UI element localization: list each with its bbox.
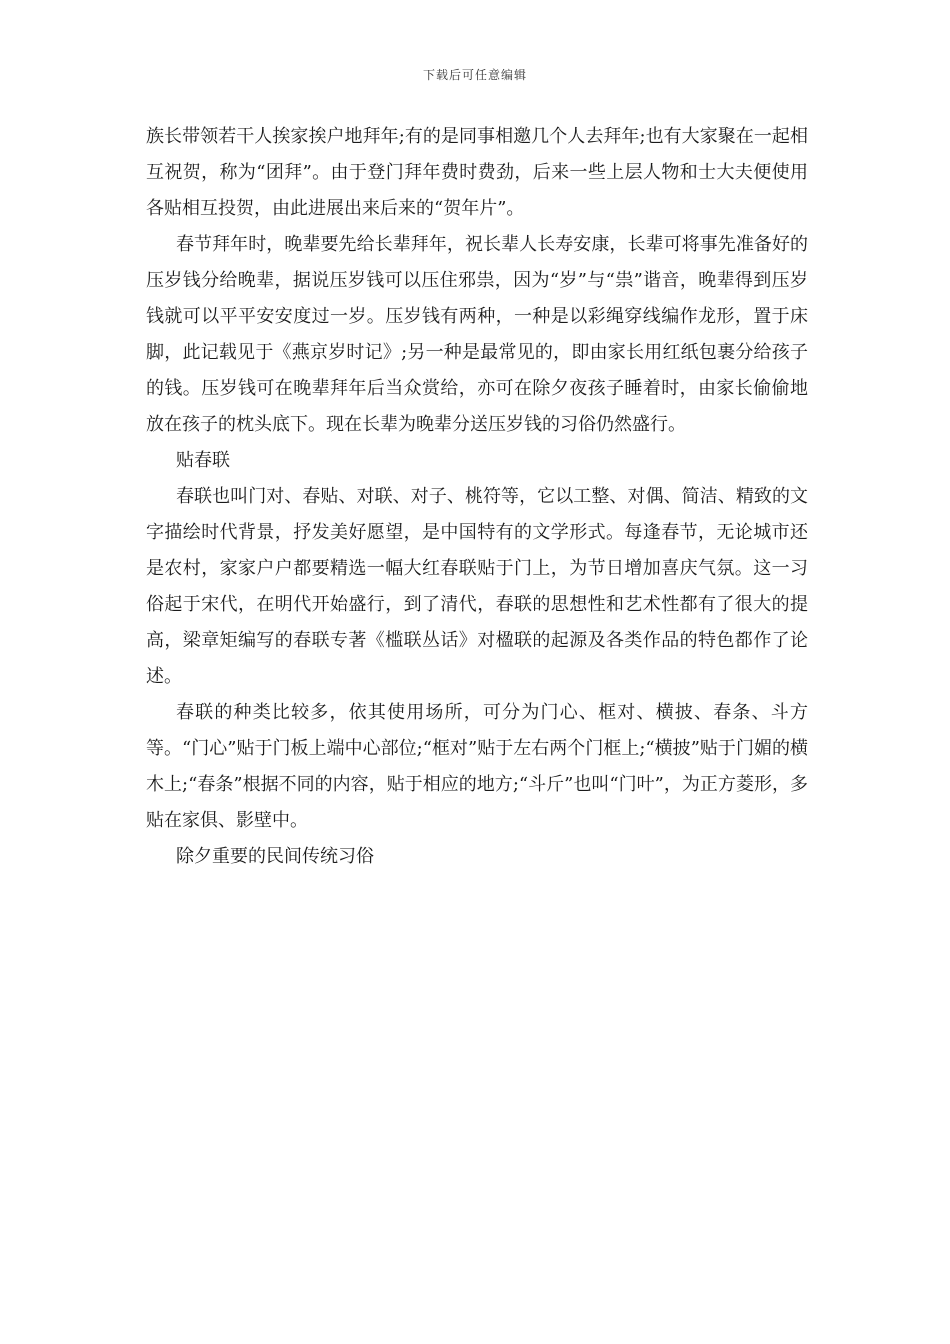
paragraph-continuation: 族长带领若干人挨家挨户地拜年;有的是同事相邀几个人去拜年;也有大家聚在一起相互祝贺，称为“团拜”。由于登门拜年费时费劲，后来一些上层人物和士大夫便使用各贴相互投贺，由此进展出来后来的“贺年片”。 <box>146 126 808 219</box>
section-heading-new-year-eve: 除夕重要的民间传统习俗 <box>176 846 374 867</box>
section-heading-couplets: 贴春联 <box>176 450 230 471</box>
paragraph-couplet-types: 春联的种类比较多，依其使用场所，可分为门心、框对、横披、春条、斗方等。“门心”贴于门板上端中心部位;“框对”贴于左右两个门框上;“横披”贴于门媚的横木上;“春条”根据不同的内容，贴于相应的地方;“斗斤”也叫“门叶”，为正方菱形，多贴在家俱、影壁中。 <box>146 702 808 831</box>
document-body <box>146 119 808 875</box>
page-header: 下载后可任意编辑 <box>422 68 527 82</box>
paragraph-lucky-money: 春节拜年时，晚辈要先给长辈拜年，祝长辈人长寿安康，长辈可将事先准备好的压岁钱分给晚辈，据说压岁钱可以压住邪祟，因为“岁”与“祟”谐音，晚辈得到压岁钱就可以平平安安度过一岁。压岁钱有两种，一种是以彩绳穿线编作龙形，置于床脚，此记载见于《燕京岁时记》;另一种是最常见的，即由家长用红纸包裹分给孩子的钱。压岁钱可在晚辈拜年后当众赏给，亦可在除夕夜孩子睡着时，由家长偷偷地放在孩子的枕头底下。现在长辈为晚辈分送压岁钱的习俗仍然盛行。 <box>146 234 808 435</box>
paragraph-couplets-intro: 春联也叫门对、春贴、对联、对子、桃符等，它以工整、对偶、简洁、精致的文字描绘时代背景，抒发美好愿望，是中国特有的文学形式。每逢春节，无论城市还是农村，家家户户都要精选一幅大红春联贴于门上，为节日增加喜庆气氛。这一习俗起于宋代，在明代开始盛行，到了清代，春联的思想性和艺术性都有了很大的提高，梁章矩编写的春联专著《槛联丛话》对楹联的起源及各类作品的特色都作了论述。 <box>146 486 808 687</box>
